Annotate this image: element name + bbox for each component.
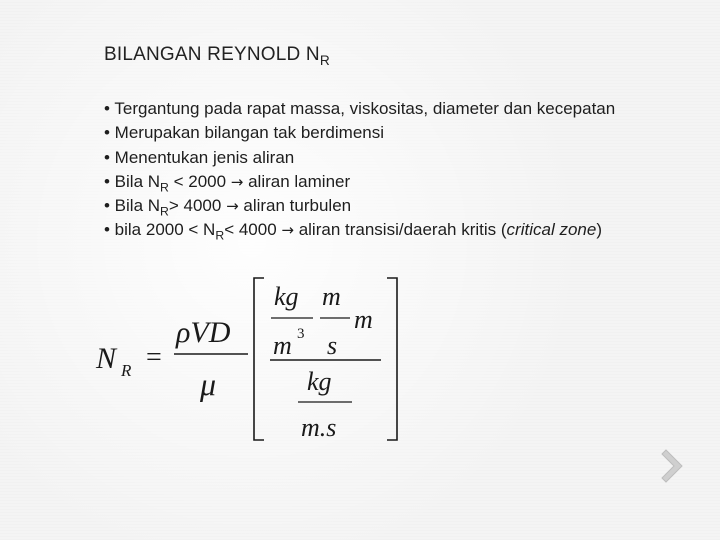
unit-exponent: 3	[297, 326, 305, 342]
list-item: • Menentukan jenis aliran	[104, 147, 295, 167]
bullet-list	[104, 97, 615, 243]
chevron-right-icon[interactable]	[660, 446, 690, 486]
right-bracket	[387, 278, 397, 440]
unit-m2: m	[354, 305, 373, 334]
unit-m: m	[322, 282, 341, 311]
reynolds-formula	[88, 270, 418, 450]
page-title: BILANGAN REYNOLD $N_R$	[104, 44, 330, 68]
list-item: • Tergantung pada rapat massa, viskositas, diameter dan kecepatan	[104, 99, 616, 118]
formula-lhs-symbol: N	[96, 342, 117, 375]
list-item: • Bila $N_R < 2000$ → aliran laminer	[104, 171, 351, 195]
unit-m3-base: m	[273, 331, 292, 360]
list-item: • Merupakan bilangan tak berdimensi	[104, 123, 385, 143]
unit-kg: kg	[274, 282, 299, 311]
arrow-right-icon: →	[281, 221, 294, 240]
left-bracket	[254, 278, 264, 440]
formula-equals: =	[146, 342, 162, 373]
formula-denominator: μ	[200, 366, 217, 402]
formula-lhs-subscript: R	[121, 361, 132, 380]
list-item: • Bila $N_R> 4000$ → aliran turbulen	[104, 196, 352, 219]
arrow-right-icon: →	[226, 197, 239, 216]
unit-s: s	[327, 331, 338, 360]
unit-kg-bottom: kg	[307, 367, 332, 396]
arrow-right-icon: →	[230, 172, 244, 191]
formula-numerator: ρVD	[176, 316, 231, 349]
list-item: • bila $2000 < N_R< 4000$ → aliran transisi/daerah kritis (critical zone)	[104, 220, 602, 243]
unit-ms: m.s	[301, 413, 337, 442]
